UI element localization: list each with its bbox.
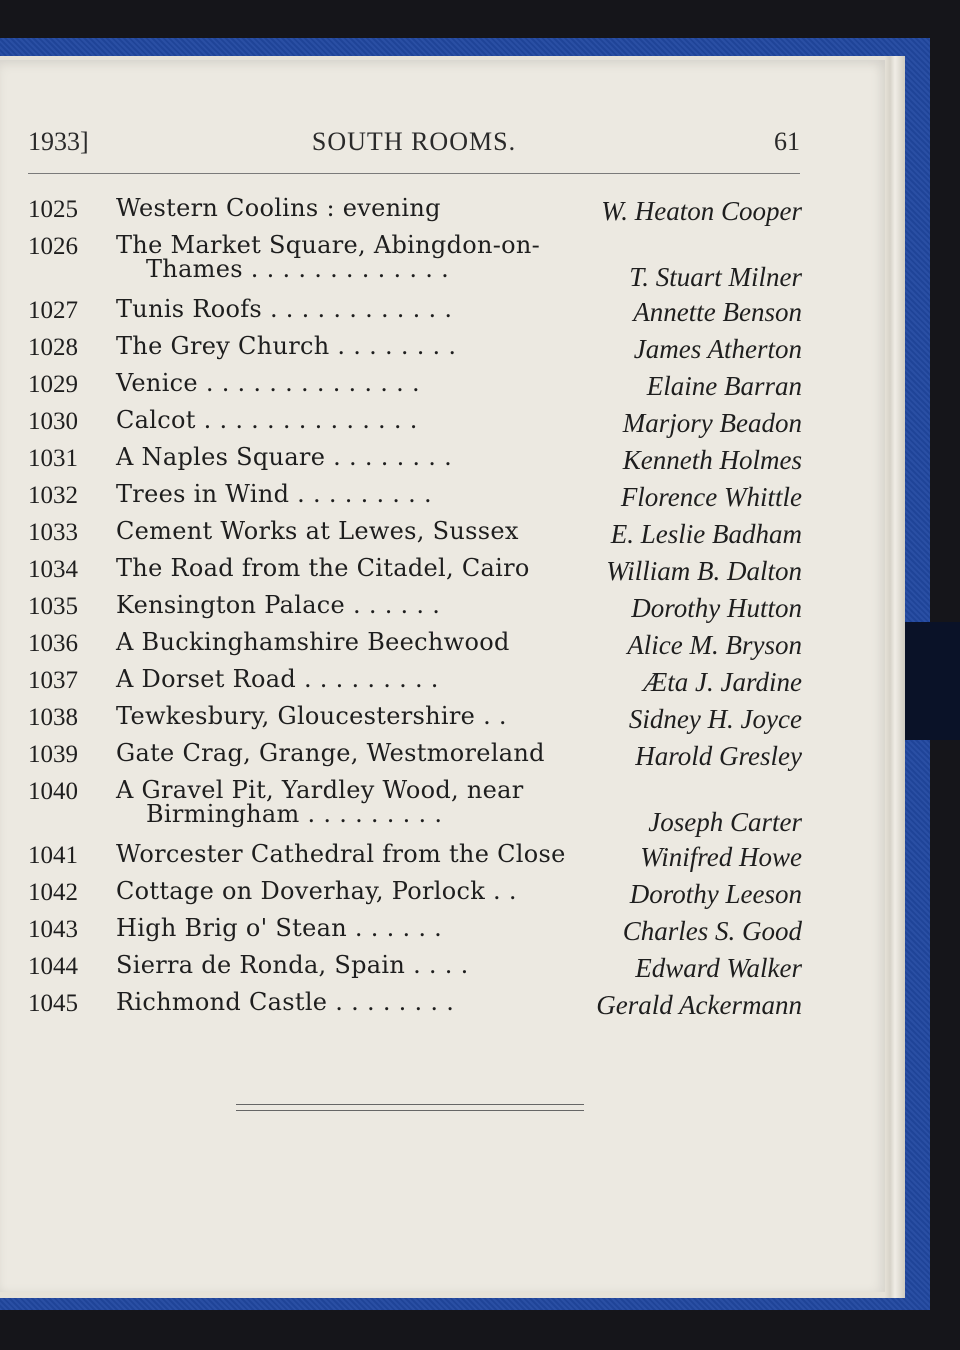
entry-number: 1038 [28,704,78,731]
entry-title [116,988,576,1016]
entry-title [116,369,576,397]
catalogue-entry [26,515,802,552]
entry-title [116,332,576,360]
entry-number: 1027 [28,297,78,324]
entry-title [116,295,576,323]
entry-artist: Marjory Beadon [622,408,802,438]
entry-title [116,840,576,868]
catalogue-entry [26,192,802,229]
entry-title-continuation: Thames . . . . . . . . . . . . . [146,255,450,283]
catalogue-entry [26,404,802,441]
entry-title [116,443,576,471]
entry-title [116,628,576,656]
entry-artist: Dorothy Leeson [629,879,802,909]
entry-title-line: The Road from the Citadel, Cairo [116,554,530,582]
catalogue-entry [26,626,802,663]
entry-artist: Edward Walker [635,953,802,983]
entry-title-line: Calcot . . . . . . . . . . . . . . [116,406,418,434]
entry-title [116,739,576,767]
entry-number: 1029 [28,371,78,398]
entry-title-line: Worcester Cathedral from the Close [116,840,566,868]
catalogue-entry [26,875,802,912]
entry-artist: Charles S. Good [622,916,802,946]
entry-artist: E. Leslie Badham [610,519,802,549]
catalogue-entry [26,293,802,330]
entry-title [116,591,576,619]
entry-title [116,776,576,828]
entry-artist: Gerald Ackermann [596,990,802,1020]
catalogue-entry [26,552,802,589]
catalogue-entry [26,700,802,737]
entry-artist: Joseph Carter [648,807,802,837]
entry-title [116,665,576,693]
entry-title-continuation: Birmingham . . . . . . . . . [146,800,443,828]
entry-number: 1028 [28,334,78,361]
catalogue-entry [26,441,802,478]
entry-title [116,231,576,283]
section-title: SOUTH ROOMS. [311,127,517,156]
running-head [28,127,800,161]
entry-number: 1026 [28,233,78,260]
catalogue-entry [26,737,802,774]
entry-title-line: Tewkesbury, Gloucestershire . . [116,702,507,730]
catalogue-entry [26,663,802,700]
entry-number: 1031 [28,445,78,472]
entry-title-line: Cement Works at Lewes, Sussex [116,517,519,545]
entry-title-line: A Naples Square . . . . . . . . [116,443,453,471]
entry-number: 1044 [28,953,78,980]
catalogue-entry [26,949,802,986]
entry-number: 1037 [28,667,78,694]
entry-artist: Florence Whittle [620,482,802,512]
entry-artist: W. Heaton Cooper [601,196,802,226]
catalogue-entry [26,838,802,875]
catalogue-entry [26,478,802,515]
entry-number: 1042 [28,879,78,906]
bookmark-tab [905,622,960,740]
entry-title-line: A Buckinghamshire Beechwood [116,628,510,656]
entry-number: 1036 [28,630,78,657]
entry-title-line: Tunis Roofs . . . . . . . . . . . . [116,295,453,323]
entry-number: 1041 [28,842,78,869]
entry-title-line: High Brig o' Stean . . . . . . [116,914,443,942]
entry-title [116,406,576,434]
entry-number: 1032 [28,482,78,509]
entry-artist: Elaine Barran [646,371,802,401]
entry-number: 1043 [28,916,78,943]
entry-title-line: A Dorset Road . . . . . . . . . [116,665,439,693]
entry-artist: James Atherton [633,334,802,364]
header-rule [28,173,800,174]
year-label: 1933] [28,127,89,156]
entry-number: 1045 [28,990,78,1017]
catalogue-entry [26,367,802,404]
entry-title-line: Kensington Palace . . . . . . [116,591,441,619]
entry-artist: Annette Benson [633,297,802,327]
entry-artist: Alice M. Bryson [627,630,802,660]
catalogue-entry [26,589,802,626]
entry-artist: William B. Dalton [606,556,802,586]
entry-artist: Æta J. Jardine [643,667,802,697]
catalogue-entry [26,774,802,838]
entry-artist: Kenneth Holmes [622,445,802,475]
entry-title [116,517,576,545]
entry-title-line: A Gravel Pit, Yardley Wood, near [116,776,524,804]
entry-title [116,702,576,730]
entry-title-line: Sierra de Ronda, Spain . . . . [116,951,469,979]
catalogue-entry [26,330,802,367]
entry-number: 1035 [28,593,78,620]
closing-double-rule [236,1104,584,1111]
entry-title [116,914,576,942]
entry-artist: Sidney H. Joyce [628,704,802,734]
entry-artist: Harold Gresley [635,741,802,771]
entry-number: 1039 [28,741,78,768]
entry-number: 1033 [28,519,78,546]
entry-title-line: Trees in Wind . . . . . . . . . [116,480,432,508]
entry-title-line: Gate Crag, Grange, Westmoreland [116,739,545,767]
entry-title [116,480,576,508]
entry-title-line: Cottage on Doverhay, Porlock . . [116,877,517,905]
entry-number: 1040 [28,778,78,805]
entry-number: 1034 [28,556,78,583]
catalogue-entry [26,229,802,293]
entry-title-line: Western Coolins : evening [116,194,441,222]
entry-number: 1030 [28,408,78,435]
entry-title-line: The Grey Church . . . . . . . . [116,332,457,360]
catalogue-entry [26,912,802,949]
entry-title-line: Venice . . . . . . . . . . . . . . [116,369,420,397]
entry-title-line: The Market Square, Abingdon-on- [116,231,541,259]
entry-title [116,554,576,582]
entry-title-line: Richmond Castle . . . . . . . . [116,988,455,1016]
entry-number: 1025 [28,196,78,223]
entry-title [116,194,576,222]
entry-title [116,877,576,905]
entry-artist: Winifred Howe [640,842,802,872]
page-number: 61 [774,127,800,156]
catalogue-list [26,192,802,1023]
entry-artist: Dorothy Hutton [631,593,802,623]
entry-title [116,951,576,979]
catalogue-entry [26,986,802,1023]
entry-artist: T. Stuart Milner [629,262,802,292]
